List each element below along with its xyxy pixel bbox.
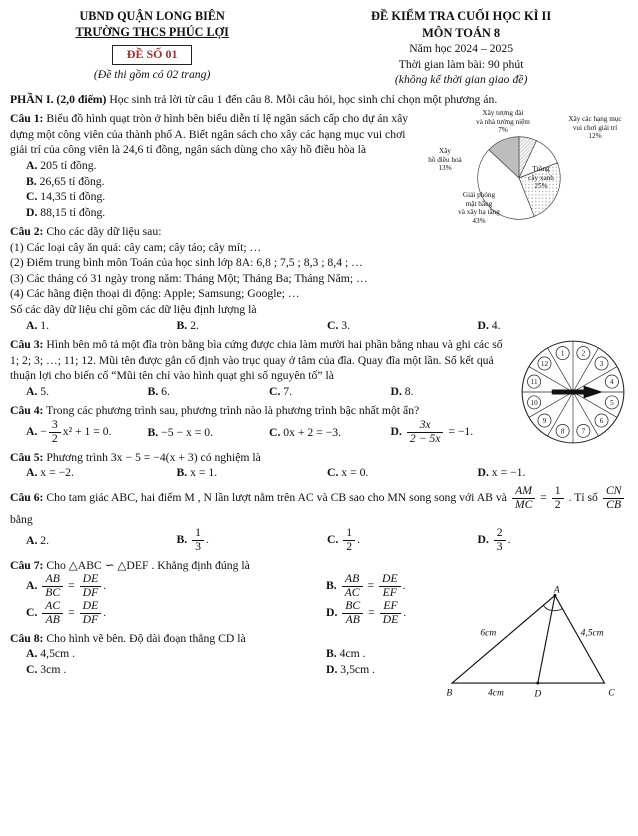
question-1-label: Câu 1: — [10, 112, 44, 126]
question-2-item-4: (4) Các hãng điện thoại di động: Apple; Samsung; Google; … — [10, 287, 300, 301]
option-d: D. $\frac{3x}{2 - 5x}$ = −1. — [390, 418, 474, 445]
question-2 — [10, 224, 628, 333]
vertex-b-label: B — [446, 688, 453, 699]
pie-label-recreation: Xây các hạng mục vui chơi giải trí 12% — [568, 115, 622, 141]
option-b: B. 26,65 tỉ đồng. — [26, 174, 105, 188]
option-c: C. 3. — [327, 318, 351, 332]
spinner-wheel-figure — [520, 339, 626, 445]
spinner-pivot — [571, 390, 576, 395]
svg-text:4: 4 — [610, 378, 614, 387]
option-c: C. 14,35 tỉ đồng. — [26, 190, 106, 204]
option-d: D. 8. — [390, 384, 414, 398]
question-6-label: Câu 6: — [10, 490, 44, 504]
question-2-item-1: (1) Các loại cây ăn quả: cây cam; cây táo; cây mít; … — [10, 240, 262, 254]
question-3-options — [10, 384, 512, 400]
svg-text:8: 8 — [560, 427, 565, 436]
school-year: Năm học 2024 – 2025 — [409, 42, 514, 55]
option-c: C. $\frac{AC}{AB}$ = $\frac{DE}{DF}$ . — [26, 600, 107, 626]
part1-instruction: Học sinh trả lời từ câu 1 đến câu 8. Mỗi câu hỏi, học sinh chỉ chọn một phương án. — [106, 92, 498, 106]
option-b: B. −5 − x = 0. — [147, 425, 214, 439]
exam-subject: MÔN TOÁN 8 — [422, 25, 501, 40]
question-4-text: Trong các phương trình sau, phương trình nào là phương trình bậc nhất một ẩn? — [43, 404, 420, 418]
triangle-figure — [440, 584, 628, 704]
option-b: B. $\frac{1}{3}$ . — [176, 527, 209, 553]
vertex-c-label: C — [608, 688, 615, 699]
option-b: B. x = 1. — [176, 466, 218, 480]
segment-bd-label: 4cm — [487, 688, 504, 699]
part1-heading — [10, 92, 628, 108]
svg-text:11: 11 — [530, 378, 538, 387]
option-d: D. $\frac{BC}{AB}$ = $\frac{EF}{DE}$ . — [326, 600, 407, 626]
side-ab-label: 6cm — [480, 628, 497, 639]
angle-mark-left — [543, 605, 552, 610]
pie-label-lake: Xây hồ điều hoà 13% — [428, 147, 462, 173]
question-7-text: Cho △ABC ∽ △DEF . Khẳng định đúng là — [43, 558, 250, 572]
svg-text:7: 7 — [581, 427, 586, 436]
header-title-block — [294, 8, 628, 88]
option-d: D. $\frac{2}{3}$ . — [477, 527, 511, 553]
question-4-options — [10, 419, 512, 446]
question-1-text: Biểu đồ hình quạt tròn ở hình bên biểu diễn tỉ lệ ngân sách cấp cho dự án xây dựng một công viên của thành phố A. Biết ngân sách cho xây các hạng mục vui chơi giải trí của công viên là 24,6 tỉ đồng, ngân sách dùng cho xây hồ điều hòa là — [10, 112, 409, 157]
option-b: B. $\frac{AB}{AC}$ = $\frac{DE}{EF}$ . — [326, 573, 406, 600]
question-7-options-row-2 — [10, 600, 434, 627]
question-8-text: Cho hình vẽ bên. Độ dài đoạn thẳng CD là — [43, 631, 246, 645]
option-a: A. 205 tỉ đồng. — [26, 158, 97, 172]
exam-title: ĐỀ KIỂM TRA CUỐI HỌC KÌ II — [371, 9, 552, 23]
question-2-item-3: (3) Các tháng có 31 ngày trong năm: Tháng Một; Tháng Ba; Tháng Năm; … — [10, 271, 368, 285]
question-2-item-2: (2) Điểm trung bình môn Toán của học sinh lớp 8A: 6,8 ; 7,5 ; 8,3 ; 8,4 ; … — [10, 256, 363, 270]
option-d: D. 4. — [477, 318, 501, 332]
vertex-d-label: D — [534, 689, 542, 700]
option-d: D. 88,15 tỉ đồng. — [26, 205, 106, 219]
pie-label-monument: Xây tượng đài và nhà tưởng niệm 7% — [476, 109, 530, 135]
option-a: A. 4,5cm . — [26, 647, 76, 661]
question-8-options-row-1 — [10, 646, 434, 662]
option-c: C. $\frac{1}{2}$ . — [327, 527, 361, 553]
question-6: Câu 6: Cho tam giác ABC, hai điểm M , N lần lượt nằm trên AC và CB sao cho MN song song với AB và $\frac{AM}{MC}$ = $\frac{1}{2}$ . Tỉ số $\frac{CN}{CB}$ bằng A. 2. B. $\frac{1}{3}$ . C. $\frac{1}{2}$ . D. $\frac{2}{3}$ . — [10, 485, 628, 554]
svg-text:2: 2 — [581, 349, 586, 358]
svg-text:1: 1 — [560, 349, 565, 358]
svg-text:5: 5 — [610, 398, 614, 407]
question-2-question: Số các dãy dữ liệu chỉ gồm các dữ liệu định lượng là — [10, 303, 257, 316]
question-7-options-row-1 — [10, 573, 434, 600]
vertex-a-label: A — [553, 585, 560, 596]
option-c: C. 3cm . — [26, 662, 67, 676]
question-6-options — [10, 527, 628, 554]
part1-label: PHẦN I. (2,0 điểm) — [10, 92, 107, 106]
option-b: B. 6. — [147, 384, 170, 398]
option-c: C. x = 0. — [327, 466, 369, 480]
option-a: A. $\frac{AB}{BC}$ = $\frac{DE}{DF}$ . — [26, 573, 107, 600]
fraction-am-mc: $\frac{AM}{MC}$ — [512, 485, 536, 512]
question-7-8-block — [10, 558, 628, 700]
pages-note: (Đề thi gồm có 02 trang) — [93, 68, 211, 82]
question-6-text-1: Cho tam giác ABC, hai điểm M , N lần lượt nằm trên AC và CB sao cho MN song song với AB và — [43, 490, 510, 504]
option-a: A. − $\frac{3}{2}$ x² + 1 = 0. — [26, 418, 112, 445]
exam-code-box: ĐỀ SỐ 01 — [112, 45, 193, 65]
question-3-label: Câu 3: — [10, 338, 44, 352]
side-ac-label: 4,5cm — [580, 628, 604, 639]
fraction-cn-cb: $\frac{CN}{CB}$ — [603, 485, 625, 512]
question-2-text: Cho các dãy dữ liệu sau: — [43, 225, 162, 239]
option-a: A. 5. — [26, 384, 50, 398]
option-a: A. x = −2. — [26, 466, 74, 480]
pie-label-clearance: Giải phóng mặt bằng và xây hạ tầng 43% — [458, 191, 500, 225]
option-a: A. 1. — [26, 318, 50, 332]
question-5 — [10, 450, 628, 481]
pie-label-trees: Trồng cây xanh 25% — [528, 165, 554, 191]
question-8-label: Câu 8: — [10, 631, 44, 645]
svg-text:6: 6 — [599, 417, 604, 426]
pie-chart-figure — [420, 111, 628, 237]
svg-text:3: 3 — [599, 360, 604, 369]
exam-duration: Thời gian làm bài: 90 phút — [398, 57, 524, 71]
question-1 — [10, 109, 628, 225]
exam-header — [10, 8, 628, 88]
option-d: D. 3,5cm . — [326, 662, 376, 676]
fraction-1-2: $\frac{1}{2}$ — [552, 485, 564, 512]
svg-text:9: 9 — [542, 417, 547, 426]
question-3-text: Hình bên mô tả một đĩa tròn bằng bìa cứng được chia làm mười hai phần bằng nhau và ghi các số 1; 2; 3; …; 11; 12. Mũi tên được gắn cố định vào trục quay ở tâm của đĩa. Quay đĩa một lần. Số kết quả thuận lợi cho biến cố “Mũi tên chỉ vào hình quạt ghi số nguyên tố” là — [10, 338, 503, 383]
question-7-label: Câu 7: — [10, 558, 44, 572]
question-4-label: Câu 4: — [10, 404, 44, 418]
duration-note: (không kể thời gian giao đề) — [394, 73, 528, 87]
option-c: C. 7. — [269, 384, 293, 398]
header-school-block — [10, 8, 294, 88]
option-a: A. 2. — [26, 533, 50, 547]
school-name: TRƯỜNG THCS PHÚC LỢI — [75, 25, 229, 40]
svg-text:10: 10 — [530, 398, 538, 407]
question-2-options — [10, 318, 628, 334]
question-2-label: Câu 2: — [10, 225, 44, 239]
option-d: D. x = −1. — [477, 466, 526, 480]
option-b: B. 4cm . — [326, 647, 366, 661]
option-b: B. 2. — [176, 318, 199, 332]
svg-text:12: 12 — [540, 360, 549, 369]
option-c: C. 0x + 2 = −3. — [269, 425, 342, 439]
question-5-text: Phương trình 3x − 5 = −4(x + 3) có nghiệm là — [43, 450, 261, 464]
question-5-options — [10, 465, 628, 481]
question-8-options-row-2 — [10, 662, 434, 678]
district-name: UBND QUẬN LONG BIÊN — [79, 9, 225, 23]
angle-mark-right — [552, 608, 562, 610]
question-5-label: Câu 5: — [10, 450, 44, 464]
